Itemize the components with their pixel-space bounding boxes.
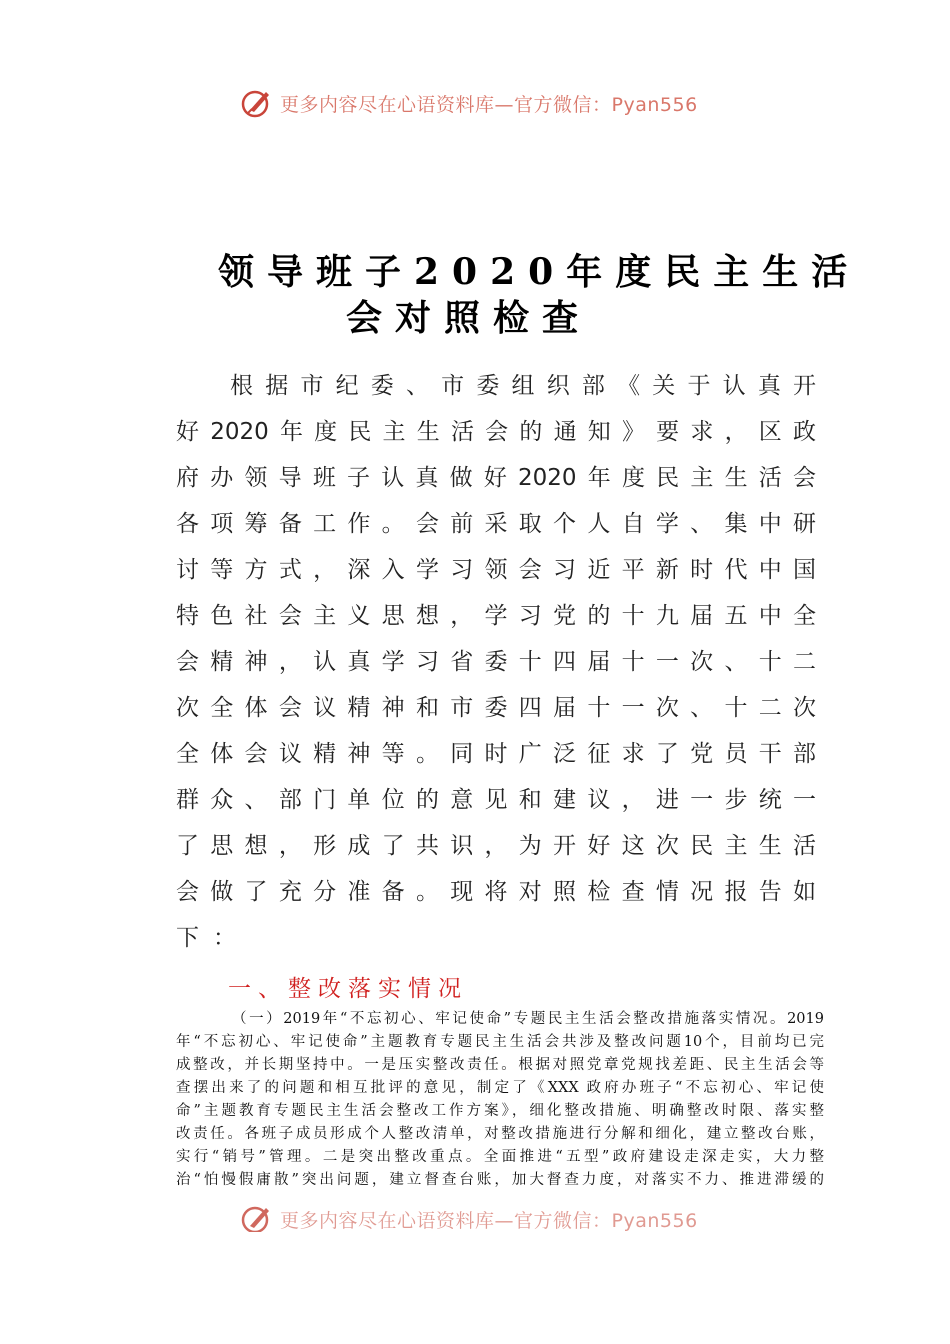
document-title-line-1: 领导班子2020年度民主生活	[218, 251, 861, 293]
intro-line: 特色社会主义思想，学习党的十九届五中全	[176, 603, 816, 629]
intro-line: 会精神，认真学习省委十四届十一次、十二	[176, 649, 816, 675]
intro-line: 次全体会议精神和市委四届十一次、十二次	[176, 695, 816, 721]
section-line: 命”主题教育专题民主生活会整改工作方案》，细化整改措施、明确整改时限、落实整	[176, 1103, 824, 1119]
quill-logo-icon	[240, 86, 274, 120]
section-line: 实行“销号”管理。二是突出整改重点。全面推进“五型”政府建设走深走实，大力整	[176, 1149, 824, 1165]
document-title-line-2: 会对照检查	[346, 297, 592, 339]
section-line: （一）2019年“不忘初心、牢记使命”专题民主生活会整改措施落实情况。2019	[232, 1011, 824, 1027]
section-line: 查摆出来了的问题和相互批评的意见，制定了《XXX 政府办班子“不忘初心、牢记使	[176, 1080, 824, 1096]
section-heading: 一、整改落实情况	[228, 976, 468, 1002]
intro-line: 根据市纪委、市委组织部《关于认真开	[230, 373, 816, 399]
watermark-footer	[240, 1206, 698, 1232]
watermark-text: 更多内容尽在心语资料库—官方微信：Pyan556	[280, 1209, 698, 1232]
intro-line: 好2020年度民主生活会的通知》要求，区政	[176, 419, 816, 445]
watermark-header	[240, 86, 698, 120]
intro-line: 各项筹备工作。会前采取个人自学、集中研	[176, 511, 816, 537]
intro-line: 全体会议精神等。同时广泛征求了党员干部	[176, 741, 816, 767]
intro-line: 了思想，形成了共识，为开好这次民主生活	[176, 833, 816, 859]
intro-line: 群众、部门单位的意见和建议，进一步统一	[176, 787, 816, 813]
intro-line: 下：	[176, 925, 250, 951]
watermark-text: 更多内容尽在心语资料库—官方微信：Pyan556	[280, 93, 698, 116]
quill-logo-icon	[240, 1206, 274, 1232]
section-line: 改责任。各班子成员形成个人整改清单，对整改措施进行分解和细化，建立整改台账，	[176, 1126, 824, 1142]
intro-line: 会做了充分准备。现将对照检查情况报告如	[176, 879, 816, 905]
intro-line: 讨等方式，深入学习领会习近平新时代中国	[176, 557, 816, 583]
section-line: 年“不忘初心、牢记使命”主题教育专题民主生活会共涉及整改问题10个，目前均已完	[176, 1034, 824, 1050]
section-line: 成整改，并长期坚持中。一是压实整改责任。根据对照党章党规找差距、民主生活会等	[176, 1057, 824, 1073]
section-line: 治“怕慢假庸散”突出问题，建立督查台账，加大督查力度，对落实不力、推进滞缓的	[176, 1172, 824, 1188]
intro-line: 府办领导班子认真做好2020年度民主生活会	[176, 465, 816, 491]
